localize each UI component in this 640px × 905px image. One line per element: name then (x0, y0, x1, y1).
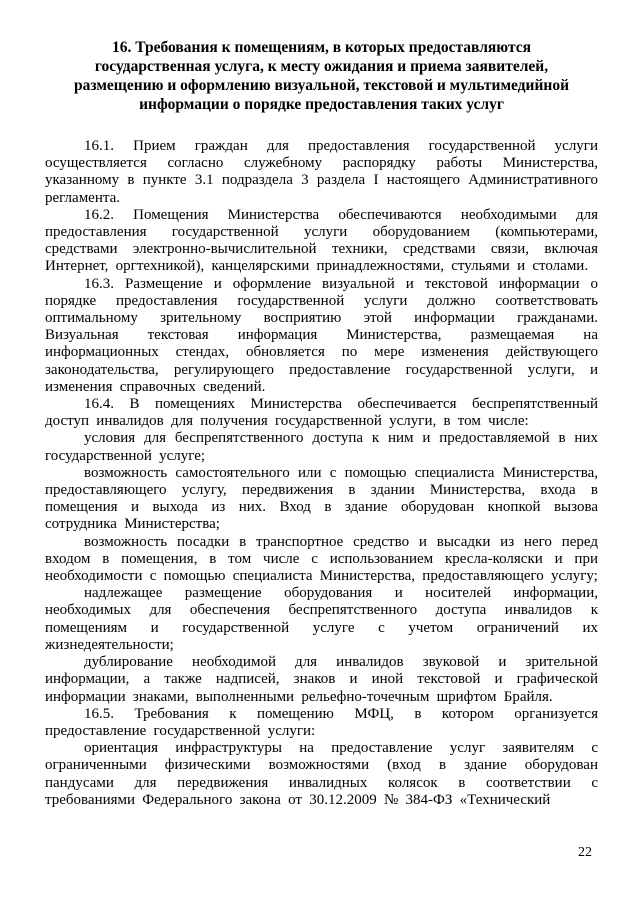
para-braille-duplication: дублирование необходимой для инвалидов звуковой и зрительной информации, а также надписей, знаков и иной текстовой и графической информации знаками, выполненными рельефно-точечным шрифтом Брайля. (45, 654, 598, 705)
para-access-conditions: условия для беспрепятственного доступа к ним и предоставляемой в них государственной услуге; (45, 430, 598, 464)
section-heading-line-4: информации о порядке предоставления таких услуг (139, 96, 504, 113)
para-16-1: 16.1. Прием граждан для предоставления государственной услуги осуществляется согласно служебному распорядку работы Министерства, указанному в пункте 3.1 подраздела 3 раздела I настоящего Административного регламента. (45, 138, 598, 206)
para-16-3: 16.3. Размещение и оформление визуальной и текстовой информации о порядке предоставления государственной услуги должно соответствовать оптимальному зрительному восприятию этой информации гражданами. Визуальная текстовая информация Министерства, размещаемая на информационных стендах, обновляется по мере изменения действующего законодательства, регулирующего предоставление государственной услуги, и изменения справочных сведений. (45, 275, 598, 395)
section-heading-line-1: 16. Требования к помещениям, в которых предоставляются (111, 39, 532, 56)
para-mfc-infrastructure: ориентация инфраструктуры на предоставление услуг заявителям с ограниченными физическими возможностями (вход в здание оборудован пандусами для передвижения инвалидных колясок в соответствии с требованиями Федерального закона от 30.12.2009 № 384-ФЗ «Технический (45, 740, 598, 808)
section-heading (45, 38, 598, 114)
page-number: 22 (578, 845, 592, 860)
para-16-2: 16.2. Помещения Министерства обеспечиваются необходимыми для предоставления государственной услуги оборудованием (компьютерами, средствами электронно-вычислительной техники, средствами связи, включая Интернет, оргтехникой), канцелярскими принадлежностями, стульями и столами. (45, 206, 598, 275)
section-heading-line-3: размещению и оформлению визуальной, текстовой и мультимедийной (73, 77, 570, 94)
para-16-5-intro: 16.5. Требования к помещению МФЦ, в котором организуется предоставление государственной услуги: (45, 705, 598, 739)
para-movement-assistance: возможность самостоятельного или с помощью специалиста Министерства, предоставляющего услугу, передвижения в здании Министерства, входа в помещения и выхода из них. Вход в здание оборудован кнопкой вызова сотрудника Министерства; (45, 464, 598, 533)
para-vehicle-boarding: возможность посадки в транспортное средство и высадки из него перед входом в помещения, в том числе с использованием кресла-коляски и при необходимости с помощью специалиста Министерства, предоставляющего услугу; (45, 533, 598, 585)
section-heading-line-2: государственная услуга, к месту ожидания и приема заявителей, (94, 58, 549, 75)
para-equipment-placement: надлежащее размещение оборудования и носителей информации, необходимых для обеспечения беспрепятственного доступа инвалидов к помещениям и государственной услуге с учетом ограничений их жизнедеятельности; (45, 585, 598, 653)
document-body (45, 138, 598, 809)
para-16-4-intro: 16.4. В помещениях Министерства обеспечивается беспрепятственный доступ инвалидов для получения государственной услуги, в том числе: (45, 396, 598, 430)
